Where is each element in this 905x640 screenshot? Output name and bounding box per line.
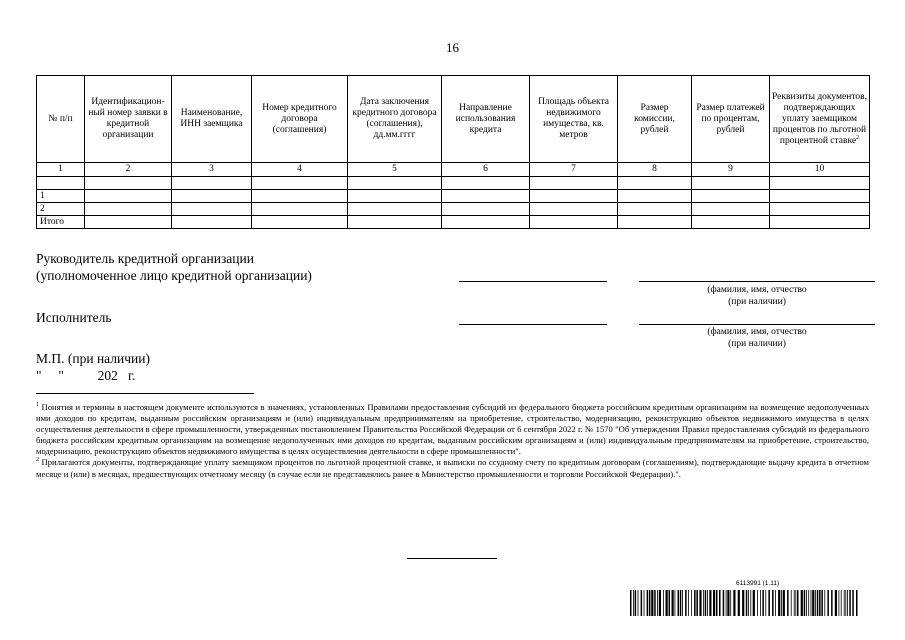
barcode-bar xyxy=(849,590,851,616)
table-cell xyxy=(530,177,618,190)
barcode-bar xyxy=(691,590,692,616)
table-cell xyxy=(85,177,172,190)
footnote-1-mark: 1 xyxy=(36,402,39,409)
col-header-10-text: Реквизиты документов, подтверждающих уплату заемщиком процентов по льготной процентной ставке xyxy=(772,91,867,146)
barcode-bar xyxy=(635,590,637,616)
footnote-1 xyxy=(36,402,869,457)
footnote-2 xyxy=(36,457,869,479)
barcode-bar xyxy=(709,590,711,616)
head-signature-line[interactable] xyxy=(459,281,607,282)
barcode-bar xyxy=(699,590,701,616)
column-number: 4 xyxy=(252,163,348,177)
table-row xyxy=(37,177,870,190)
barcode-bar xyxy=(856,590,858,616)
barcode-bar xyxy=(768,590,770,616)
barcode-bar xyxy=(808,590,809,616)
table-cell xyxy=(348,190,442,203)
barcode-bar xyxy=(795,590,796,616)
table-cell xyxy=(348,203,442,216)
barcode-bar xyxy=(819,590,821,616)
barcode-bar xyxy=(748,590,749,616)
barcode-bar xyxy=(685,590,687,616)
col-header-4: Номер кредитного договора (соглашения) xyxy=(252,76,348,163)
footnote-2-mark: 2 xyxy=(36,457,39,464)
barcode-bar xyxy=(630,590,632,616)
table-cell xyxy=(442,190,530,203)
table-cell xyxy=(37,177,85,190)
table-cell xyxy=(692,177,770,190)
stamp-label: М.П. (при наличии) xyxy=(36,351,150,366)
barcode-bar xyxy=(651,590,653,616)
header-row xyxy=(37,76,870,163)
table-row xyxy=(37,190,870,203)
barcode-bar xyxy=(775,590,776,616)
total-label: Итого xyxy=(37,216,85,229)
table-cell xyxy=(252,177,348,190)
col-header-6: Направление использования кредита xyxy=(442,76,530,163)
barcode-bar xyxy=(657,590,658,616)
barcode-bar xyxy=(672,590,674,616)
column-number: 3 xyxy=(172,163,252,177)
date-line: " " 202 г. xyxy=(36,368,136,383)
col-header-9: Размер платежей по процентам, рублей xyxy=(692,76,770,163)
barcode-bar xyxy=(675,590,676,616)
barcode-bar xyxy=(847,590,848,616)
column-number: 7 xyxy=(530,163,618,177)
column-number: 5 xyxy=(348,163,442,177)
executor-label: Исполнитель xyxy=(36,310,112,325)
barcode-bar xyxy=(783,590,785,616)
barcode-bar xyxy=(669,590,671,616)
table-row xyxy=(37,203,870,216)
table-cell xyxy=(252,203,348,216)
table-cell xyxy=(770,177,870,190)
table-cell xyxy=(252,216,348,229)
barcode-bar xyxy=(705,590,707,616)
table-cell xyxy=(692,216,770,229)
barcode-bar xyxy=(649,590,651,616)
executor-signature-line[interactable] xyxy=(459,324,607,325)
table-cell xyxy=(85,203,172,216)
name-hint-line1: (фамилия, имя, отчество xyxy=(707,327,807,337)
footnote-1-text: Понятия и термины в настоящем документе используются в значениях, установленных Правилами предоставления субсидий из федерального бюджета российским кредитным организациям на возмещение недополученных ими доходов по кредитам, выданным российским организациям и (или) индивидуальным предпринимателям на приобретение, строительство, модернизацию, реконструкцию объектов недвижимого имущества в целях осуществления деятельности в сфере промышленности, утвержденных постановлением Правительства Российской Федерации от 6 сентября 2022 г. № 1570 "Об утверждении Правил предоставления субсидий из федерального бюджета российским кредитным организациям на возмещение недополученных ими доходов по кредитам, выданным российским организациям и (или) индивидуальным предпринимателям на приобретение, строительство, модернизацию, реконструкцию объектов недвижимого имущества в целях осуществления деятельности в сфере промышленности". xyxy=(36,402,869,457)
barcode-bar xyxy=(852,590,854,616)
barcode-bar xyxy=(680,590,682,616)
executor-name-hint xyxy=(639,326,875,350)
col-header-10 xyxy=(770,76,870,163)
barcode-bar xyxy=(765,590,766,616)
column-number: 10 xyxy=(770,163,870,177)
barcode-bar xyxy=(772,590,774,616)
table-cell xyxy=(530,203,618,216)
barcode-bar xyxy=(806,590,807,616)
barcode-bar xyxy=(730,590,731,616)
barcode-bar xyxy=(844,590,845,616)
bottom-rule xyxy=(407,558,497,559)
column-number: 9 xyxy=(692,163,770,177)
barcode-bar xyxy=(666,590,668,616)
barcode-bar xyxy=(638,590,639,616)
barcode-bar xyxy=(738,590,740,616)
barcode-bar xyxy=(746,590,748,616)
barcode-bar xyxy=(811,590,812,616)
barcode-bar xyxy=(845,590,846,616)
col-header-1: № п/п xyxy=(37,76,85,163)
footnote-2-text: Прилагаются документы, подтверждающие уплату заемщиком процентов по льготной процентной ставке, и выписки по ссудному счету по кредитным договорам (соглашениям), подтверждающие выдачу кредита в отчетном месяце и (или) в месяцах, предшествующих отчетному месяцу (в случае если не представлялись ранее в Министерство промышленности и торговли Российской Федерации).". xyxy=(36,457,869,479)
table-cell xyxy=(618,216,692,229)
head-name-hint xyxy=(639,284,875,308)
barcode-bar xyxy=(804,590,806,616)
column-number-row xyxy=(37,163,870,177)
barcode-bar xyxy=(797,590,799,616)
name-hint-line2: (при наличии) xyxy=(728,297,786,307)
barcode-bar xyxy=(787,590,789,616)
barcode-bar xyxy=(654,590,656,616)
column-number: 2 xyxy=(85,163,172,177)
table-cell xyxy=(770,216,870,229)
column-number: 1 xyxy=(37,163,85,177)
table-cell xyxy=(618,190,692,203)
barcode-image xyxy=(630,590,860,616)
page-number: 16 xyxy=(446,40,459,55)
table-cell: 1 xyxy=(37,190,85,203)
barcode-bar xyxy=(791,590,792,616)
table-cell xyxy=(172,203,252,216)
head-signatory-label xyxy=(36,250,312,284)
barcode-bar xyxy=(778,590,780,616)
barcode-bar xyxy=(727,590,729,616)
head-name-line[interactable] xyxy=(639,281,875,282)
col-header-3: Наименование, ИНН заемщика xyxy=(172,76,252,163)
head-signatory-line1: Руководитель кредитной организации xyxy=(36,251,254,266)
barcode-bar xyxy=(824,590,825,616)
barcode-code: 6113991 (1.11) xyxy=(736,580,780,587)
column-number: 8 xyxy=(618,163,692,177)
table-cell xyxy=(618,177,692,190)
barcode-bar xyxy=(742,590,744,616)
barcode-bar xyxy=(726,590,727,616)
col-header-5: Дата заключения кредитного договора (соглашения), дд.мм.гггг xyxy=(348,76,442,163)
table-cell xyxy=(85,216,172,229)
barcode-bar xyxy=(762,590,764,616)
barcode-bar xyxy=(682,590,683,616)
table-cell xyxy=(348,177,442,190)
barcode-bar xyxy=(812,590,814,616)
table-cell xyxy=(770,190,870,203)
barcode-bar xyxy=(647,590,649,616)
barcode-bar xyxy=(821,590,823,616)
barcode-bar xyxy=(707,590,708,616)
barcode-bar xyxy=(694,590,696,616)
table-cell xyxy=(442,177,530,190)
barcode-bar xyxy=(688,590,689,616)
barcode-bar xyxy=(733,590,735,616)
barcode-bar xyxy=(633,590,634,616)
barcode-bar xyxy=(659,590,661,616)
executor-name-line[interactable] xyxy=(639,324,875,325)
barcode-bar xyxy=(678,590,680,616)
table-cell: 2 xyxy=(37,203,85,216)
table-cell xyxy=(442,216,530,229)
table-cell xyxy=(530,190,618,203)
table-row-total xyxy=(37,216,870,229)
barcode-bar xyxy=(644,590,645,616)
column-number: 6 xyxy=(442,163,530,177)
head-signatory-line2: (уполномоченное лицо кредитной организации) xyxy=(36,268,312,283)
barcode-bar xyxy=(794,590,795,616)
table-cell xyxy=(85,190,172,203)
barcode-bar xyxy=(817,590,819,616)
table-cell xyxy=(172,216,252,229)
barcode-bar xyxy=(835,590,837,616)
barcode-bar xyxy=(760,590,761,616)
table-cell xyxy=(530,216,618,229)
barcode-bar xyxy=(815,590,816,616)
barcode-bar xyxy=(723,590,725,616)
barcode-bar xyxy=(757,590,758,616)
table-cell xyxy=(770,203,870,216)
col-header-8: Размер комиссии, рублей xyxy=(618,76,692,163)
barcode-bar xyxy=(641,590,643,616)
footnote-ref-2: 2 xyxy=(856,134,860,141)
col-header-7: Площадь объекта недвижимого имущества, кв. метров xyxy=(530,76,618,163)
table-cell xyxy=(618,203,692,216)
table-cell xyxy=(348,216,442,229)
barcode-bar xyxy=(713,590,715,616)
barcode-bar xyxy=(719,590,721,616)
barcode-bar xyxy=(696,590,698,616)
name-hint-line2: (при наличии) xyxy=(728,339,786,349)
table-cell xyxy=(172,190,252,203)
barcode-bar xyxy=(703,590,704,616)
barcode-bar xyxy=(801,590,803,616)
table-cell xyxy=(172,177,252,190)
barcode-bar xyxy=(839,590,840,616)
barcode-bar xyxy=(716,590,718,616)
barcode-bar xyxy=(831,590,833,616)
table-cell xyxy=(692,190,770,203)
barcode-bar xyxy=(841,590,842,616)
col-header-2: Идентификацион-ный номер заявки в кредитной организации xyxy=(85,76,172,163)
footnote-separator xyxy=(36,393,254,394)
table-cell xyxy=(692,203,770,216)
name-hint-line1: (фамилия, имя, отчество xyxy=(707,285,807,295)
barcode-bar xyxy=(663,590,664,616)
barcode-bar xyxy=(750,590,751,616)
barcode-bar xyxy=(753,590,755,616)
report-table xyxy=(36,75,870,229)
barcode-bar xyxy=(781,590,782,616)
table-cell xyxy=(442,203,530,216)
table-cell xyxy=(252,190,348,203)
footnotes xyxy=(36,402,869,480)
barcode-bar xyxy=(827,590,829,616)
